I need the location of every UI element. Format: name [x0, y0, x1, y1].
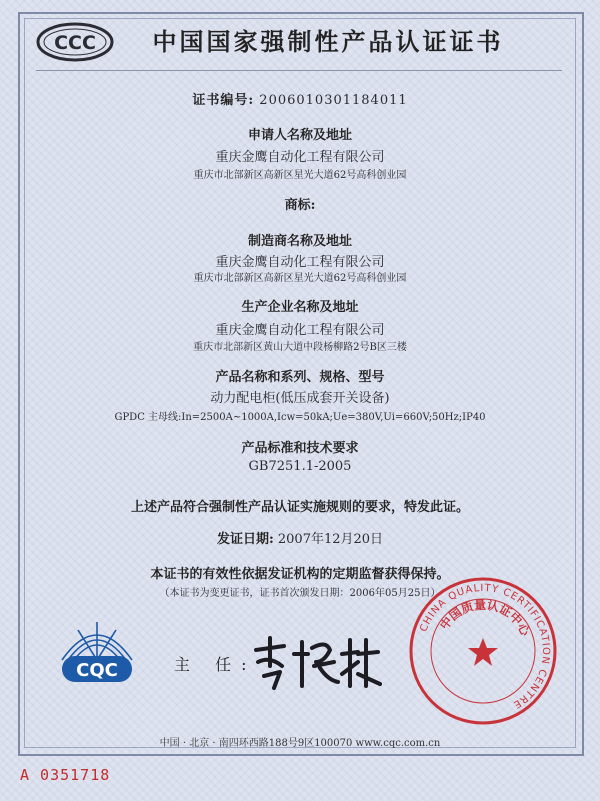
director-signature [246, 632, 396, 692]
title-divider [36, 70, 562, 71]
manufacturer-label: 制造商名称及地址 [247, 234, 352, 249]
cqc-logo-text: CQC [76, 660, 118, 681]
issue-date [0, 528, 600, 547]
seal-inner-text: 中国质量认证中心 [437, 597, 533, 638]
director-label: 主 任: [174, 655, 257, 674]
cqc-logo [56, 616, 138, 688]
product-label: 产品名称和系列、规格、型号 [215, 370, 385, 385]
factory-name: 重庆金鹰自动化工程有限公司 [215, 323, 385, 338]
certificate-number-value: 2006010301184011 [259, 93, 408, 108]
validity-note: 本证书的有效性依据发证机构的定期监督获得保持。 [150, 567, 450, 582]
certification-seal [408, 576, 558, 726]
certificate-number-label: 证书编号: [192, 93, 255, 108]
standard-label: 产品标准和技术要求 [241, 441, 359, 456]
footer-address: 中国 · 北京 · 南四环西路188号9区100070 www.cqc.com.cn [159, 738, 441, 749]
manufacturer-name: 重庆金鹰自动化工程有限公司 [215, 255, 385, 270]
manufacturer-address: 重庆市北部新区高新区星光大道62号高科创业园 [193, 273, 407, 284]
trademark-label: 商标: [284, 198, 316, 213]
ccc-logo-text: CCC [54, 32, 96, 54]
applicant-address: 重庆市北部新区高新区星光大道62号高科创业园 [193, 170, 407, 181]
factory-address: 重庆市北部新区黄山大道中段杨柳路2号B区三楼 [193, 342, 407, 353]
issue-date-value: 2007年12月20日 [277, 532, 384, 547]
certificate-title: 中国国家强制性产品认证证书 [152, 28, 504, 56]
standard-value: GB7251.1-2005 [248, 459, 352, 474]
certificate-number [0, 89, 600, 108]
ccc-logo [36, 22, 114, 62]
applicant-name: 重庆金鹰自动化工程有限公司 [215, 150, 385, 165]
seal-outer-text: CHINA QUALITY CERTIFICATION CENTRE [418, 582, 552, 711]
product-name: 动力配电柜(低压成套开关设备) [210, 391, 390, 406]
product-spec: GPDC 主母线:In=2500A~1000A,Icw=50kA;Ue=380V,Ui=660V;50Hz;IP40 [114, 412, 486, 423]
factory-label: 生产企业名称及地址 [241, 300, 359, 315]
seal-star-icon [468, 638, 498, 666]
applicant-label: 申请人名称及地址 [247, 128, 352, 143]
certification-statement: 上述产品符合强制性产品认证实施规则的要求，特发此证。 [130, 500, 469, 515]
serial-number: A 0351718 [20, 766, 111, 784]
change-note: （本证书为变更证书，证书首次颁发日期：2006年05月25日） [159, 588, 441, 599]
issue-date-label: 发证日期: [216, 532, 274, 547]
